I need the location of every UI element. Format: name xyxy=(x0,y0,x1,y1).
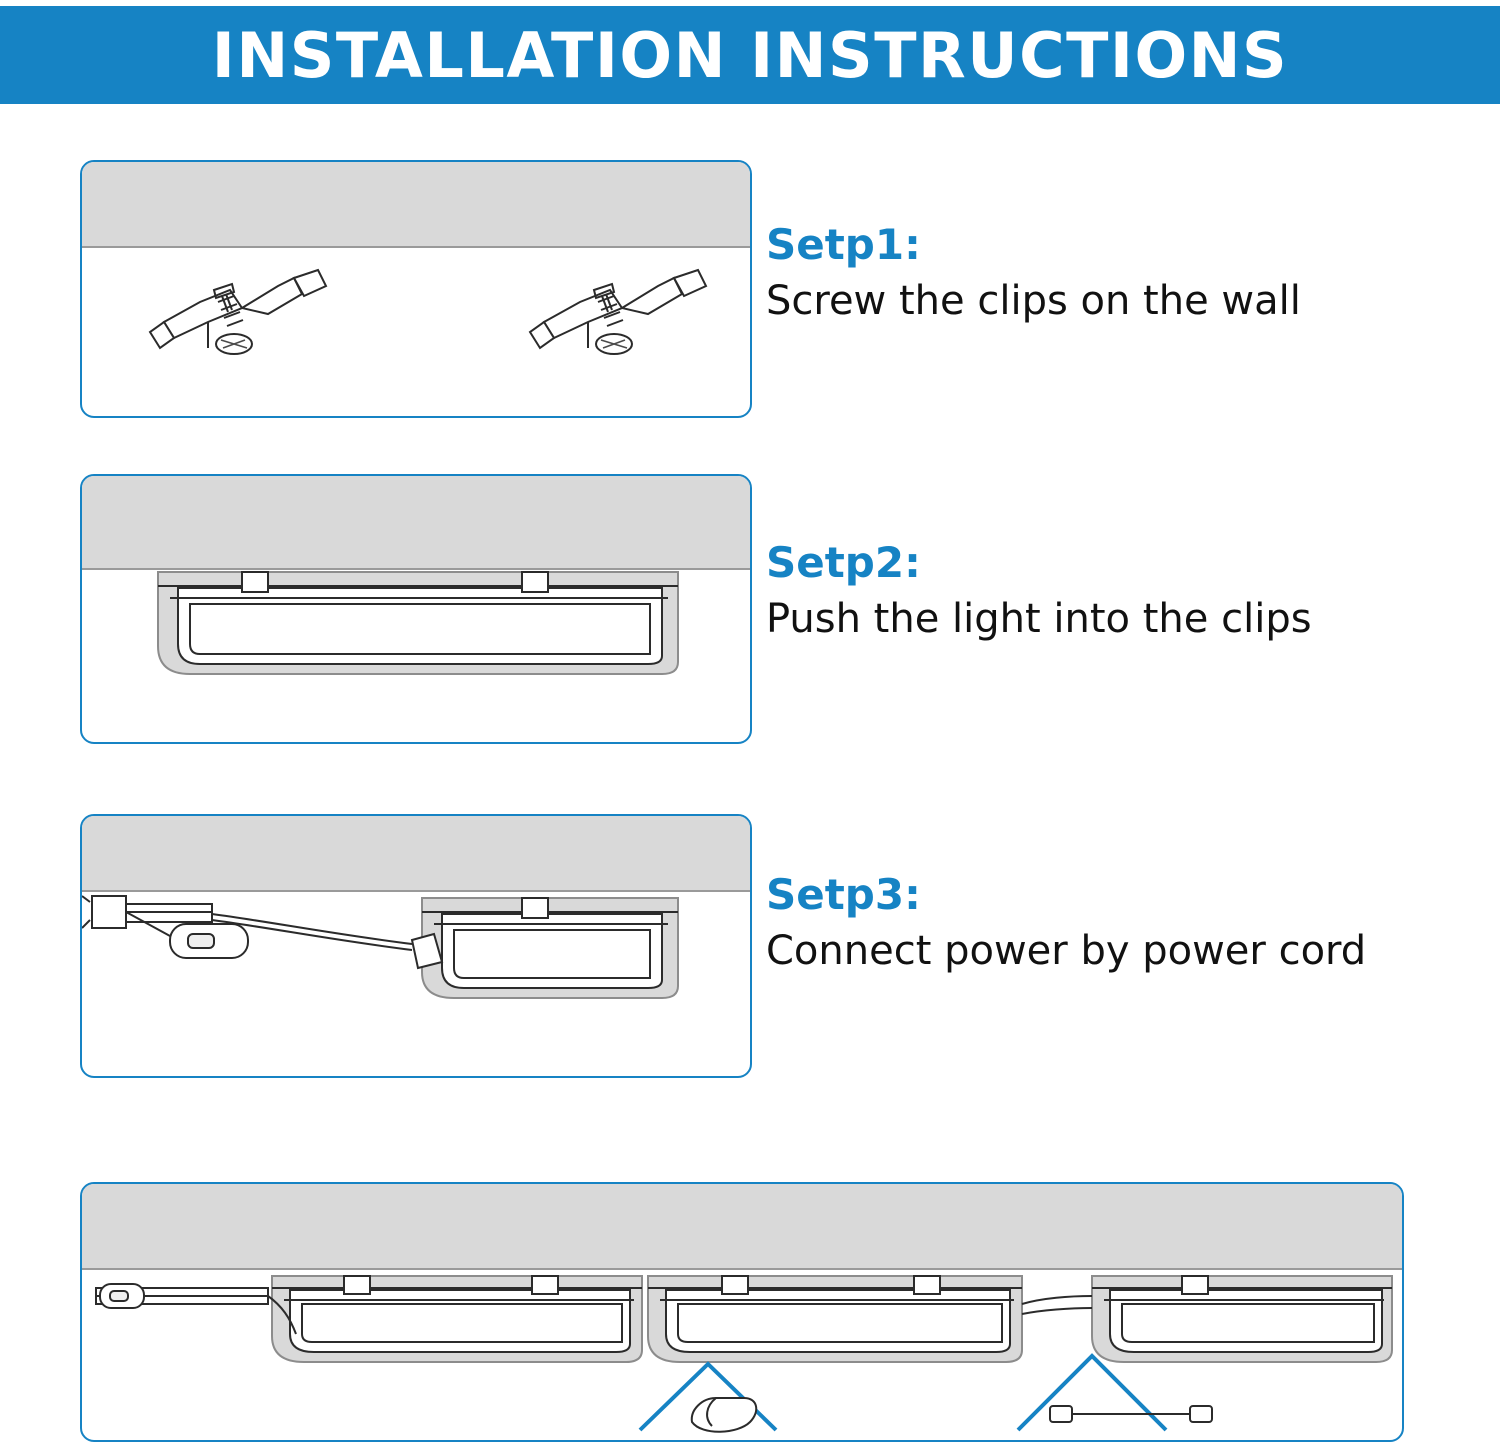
fixture-1 xyxy=(272,1276,642,1362)
step-1-description: Screw the clips on the wall xyxy=(766,278,1301,325)
power-cord xyxy=(82,896,412,958)
step-3-drawing xyxy=(82,816,750,1076)
fixture-2 xyxy=(648,1276,1022,1362)
step-2-text xyxy=(766,540,1466,642)
step-3-description: Connect power by power cord xyxy=(766,928,1367,975)
inter-fixture-link-cable xyxy=(1022,1296,1092,1314)
bottom-illustration-panel xyxy=(80,1182,1404,1442)
step-2-drawing xyxy=(82,476,750,742)
power-cord xyxy=(96,1284,296,1334)
step-2-label: Setp2: xyxy=(766,538,921,587)
step-1-label: Setp1: xyxy=(766,220,921,269)
page-title: INSTALLATION INSTRUCTIONS xyxy=(211,18,1289,92)
light-fixture xyxy=(422,898,678,998)
step-3-label: Setp3: xyxy=(766,870,921,919)
clip-screw-left xyxy=(150,270,326,354)
step-2-description: Push the light into the clips xyxy=(766,596,1312,643)
step-3-illustration-panel xyxy=(80,814,752,1078)
step-1-text xyxy=(766,222,1466,324)
step-1-drawing xyxy=(82,162,750,416)
step-3-text xyxy=(766,872,1466,974)
header-banner xyxy=(0,6,1500,104)
light-fixture xyxy=(158,572,678,674)
connector-callout-arrow-right xyxy=(1018,1356,1166,1430)
bottom-drawing xyxy=(82,1184,1402,1440)
link-cable-icon xyxy=(1050,1406,1212,1422)
fixture-3 xyxy=(1092,1276,1392,1362)
clip-screw-right xyxy=(530,270,706,354)
step-1-illustration-panel xyxy=(80,160,752,418)
step-2-illustration-panel xyxy=(80,474,752,744)
cylinder-connector-icon xyxy=(692,1398,756,1432)
